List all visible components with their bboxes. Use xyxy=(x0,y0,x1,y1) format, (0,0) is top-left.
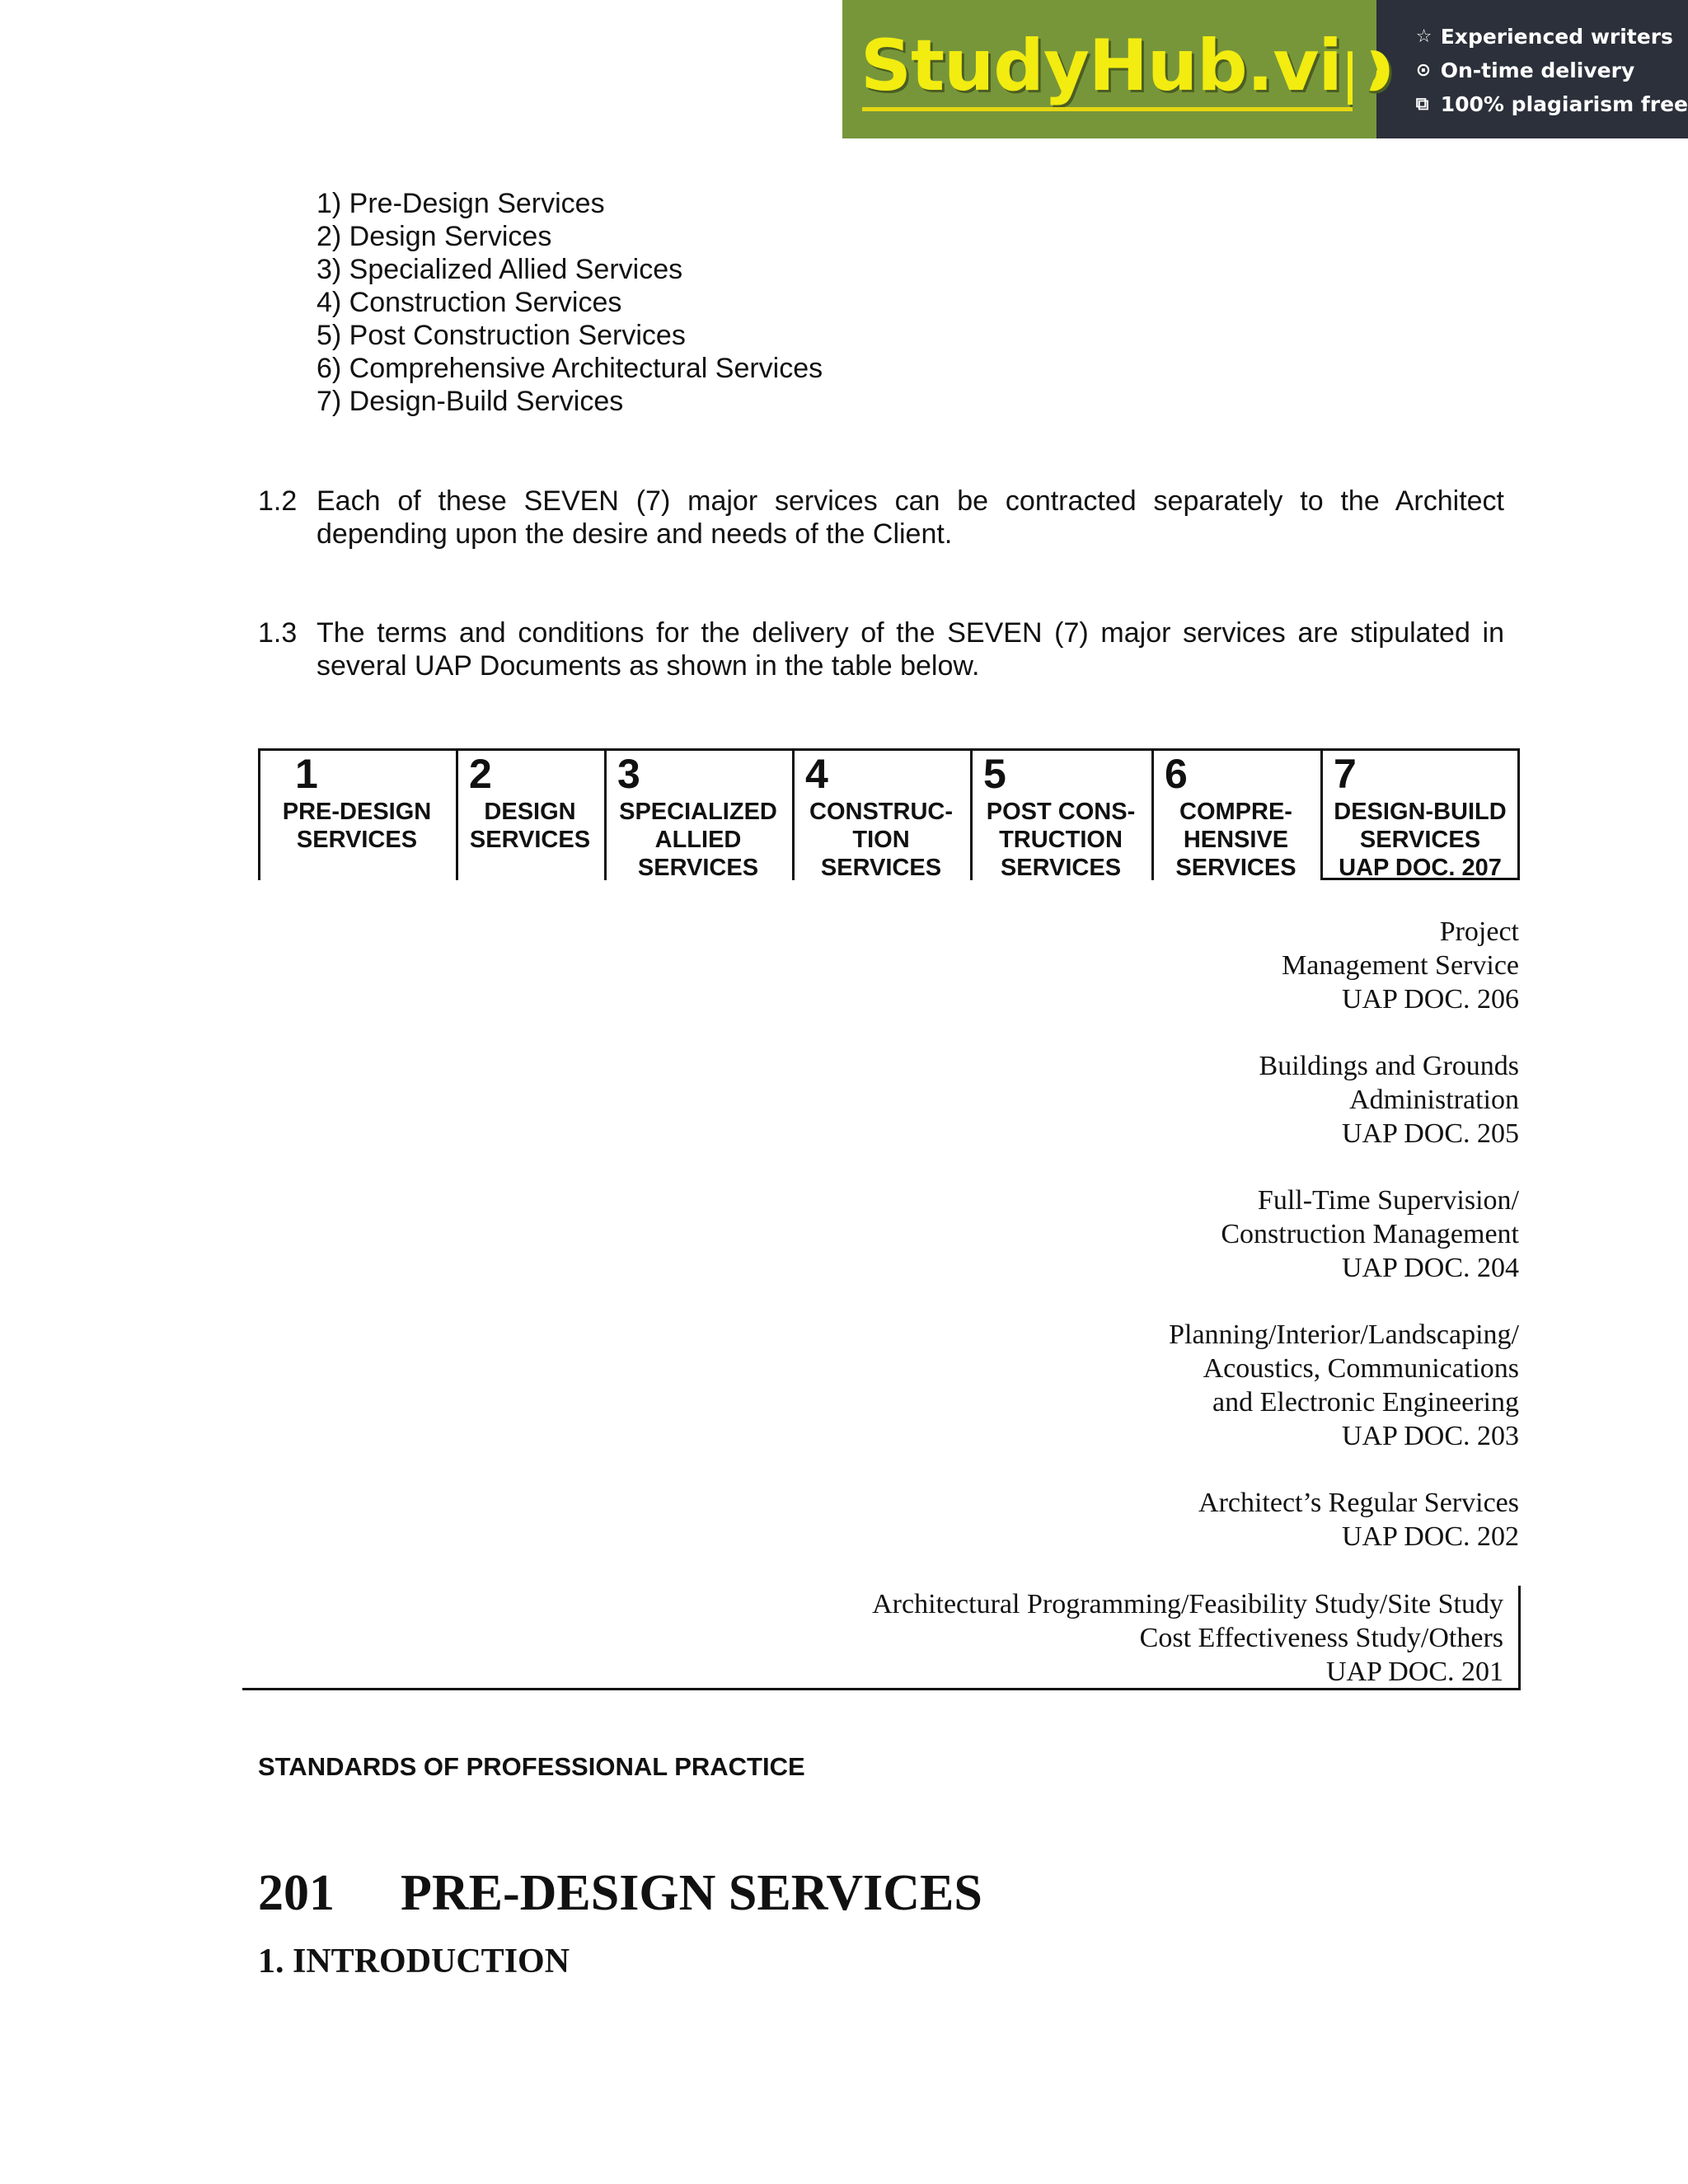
service-number: 1 xyxy=(295,751,318,797)
doc-line: Project xyxy=(1439,916,1519,947)
feature-plagiarism-free xyxy=(1416,87,1688,121)
service-label-line: DESIGN xyxy=(484,799,576,825)
studyhub-banner[interactable] xyxy=(842,0,1688,138)
paragraph-line: Each of these SEVEN (7) major services can be contracted separately to the Architect xyxy=(316,485,1504,517)
uap-doc-206 xyxy=(1282,915,1519,1016)
service-label-line: SPECIALIZED xyxy=(619,799,777,825)
service-label-line: SERVICES xyxy=(469,827,591,853)
service-label xyxy=(258,798,456,854)
doc-line: Buildings and Grounds xyxy=(1259,1051,1519,1081)
service-column-1 xyxy=(258,748,456,880)
uap-doc-203 xyxy=(1169,1318,1519,1453)
chapter-heading xyxy=(258,1864,982,1923)
service-label-line: DESIGN-BUILD xyxy=(1334,799,1507,825)
doc-line: UAP DOC. 201 xyxy=(1325,1657,1503,1687)
service-number: 7 xyxy=(1334,751,1357,797)
feature-label: Experienced writers xyxy=(1440,25,1673,49)
service-label-line: CONSTRUC- xyxy=(809,799,953,825)
service-label-line: POST CONS- xyxy=(986,799,1136,825)
bracket-vertical-line xyxy=(1518,1586,1521,1690)
chapter-title: PRE-DESIGN SERVICES xyxy=(401,1865,982,1921)
service-label-line: SERVICES xyxy=(296,827,418,853)
paragraph-line: several UAP Documents as shown in the table below. xyxy=(316,650,980,682)
doc-line: UAP DOC. 204 xyxy=(1341,1253,1519,1283)
service-column-7 xyxy=(1320,748,1520,880)
doc-line: UAP DOC. 206 xyxy=(1341,984,1519,1015)
section-heading: 1. INTRODUCTION xyxy=(258,1943,570,1980)
service-label-line: HENSIVE xyxy=(1183,827,1289,853)
service-label-line: TION xyxy=(852,827,910,853)
list-item: 4) Construction Services xyxy=(316,287,622,318)
service-label-line: PRE-DESIGN xyxy=(282,799,432,825)
running-head: STANDARDS OF PROFESSIONAL PRACTICE xyxy=(258,1752,805,1781)
service-number: 4 xyxy=(805,751,828,797)
service-label-line: COMPRE- xyxy=(1179,799,1292,825)
service-number: 6 xyxy=(1165,751,1188,797)
feature-label: 100% plagiarism free xyxy=(1440,92,1688,116)
doc-line: Management Service xyxy=(1282,950,1519,981)
service-column-2 xyxy=(456,748,604,880)
doc-line: UAP DOC. 202 xyxy=(1341,1521,1519,1552)
service-number: 2 xyxy=(469,751,492,797)
list-item: 3) Specialized Allied Services xyxy=(316,254,683,285)
list-item: 5) Post Construction Services xyxy=(316,320,686,351)
uap-doc-204 xyxy=(1221,1183,1519,1285)
doc-line: Construction Management xyxy=(1221,1219,1519,1249)
service-number: 5 xyxy=(983,751,1006,797)
service-column-5 xyxy=(970,748,1151,880)
doc-line: UAP DOC. 205 xyxy=(1341,1118,1519,1149)
star-icon: ☆ xyxy=(1415,26,1432,47)
copy-icon: ⧉ xyxy=(1415,94,1429,115)
paragraph-line: The terms and conditions for the delivery of the SEVEN (7) major services are stipulated in xyxy=(316,617,1504,649)
doc-line: Cost Effectiveness Study/Others xyxy=(1139,1623,1503,1653)
doc-line: Architect’s Regular Services xyxy=(1198,1488,1519,1518)
paragraph-number: 1.3 xyxy=(258,617,298,649)
service-label-line: SERVICES xyxy=(637,855,759,881)
service-label xyxy=(970,798,1151,882)
doc-line: Full-Time Supervision/ xyxy=(1257,1185,1519,1216)
service-label xyxy=(1151,798,1320,882)
service-label xyxy=(456,798,604,854)
service-number: 3 xyxy=(617,751,640,797)
list-item: 7) Design-Build Services xyxy=(316,386,624,417)
service-label xyxy=(1320,798,1520,882)
list-item: 1) Pre-Design Services xyxy=(316,188,605,219)
service-label-line: SERVICES xyxy=(1359,827,1481,853)
doc-line: and Electronic Engineering xyxy=(1212,1387,1519,1418)
uap-doc-205 xyxy=(1259,1049,1519,1151)
service-label-line: ALLIED xyxy=(654,827,742,853)
paragraph-line: depending upon the desire and needs of the Client. xyxy=(316,518,953,550)
studyhub-logo-text: StudyHub.vip xyxy=(860,25,1392,107)
service-label-line: SERVICES xyxy=(1175,855,1296,881)
banner-features xyxy=(1376,0,1688,138)
service-label xyxy=(792,798,970,882)
service-column-4 xyxy=(792,748,970,880)
clock-icon: ⊙ xyxy=(1415,60,1432,81)
studyhub-logo[interactable] xyxy=(842,0,1392,138)
doc-line: UAP DOC. 203 xyxy=(1341,1421,1519,1451)
doc-line: Architectural Programming/Feasibility Study/Site Study xyxy=(872,1589,1503,1619)
service-column-6 xyxy=(1151,748,1320,880)
service-column-3 xyxy=(604,748,792,880)
paragraph-number: 1.2 xyxy=(258,485,298,517)
services-table xyxy=(258,748,1520,880)
banner-arrow xyxy=(1353,0,1377,138)
feature-experienced-writers xyxy=(1416,20,1688,54)
list-item: 2) Design Services xyxy=(316,221,552,252)
logo-underline xyxy=(862,107,1357,111)
service-label-line: SERVICES xyxy=(1000,855,1122,881)
bracket-horizontal-line xyxy=(242,1688,1521,1690)
doc-line: Planning/Interior/Landscaping/ xyxy=(1169,1319,1519,1350)
service-label-line: UAP DOC. 207 xyxy=(1339,855,1502,881)
service-label xyxy=(604,798,792,882)
uap-doc-201 xyxy=(872,1587,1503,1689)
doc-line: Administration xyxy=(1349,1085,1519,1115)
feature-on-time-delivery xyxy=(1416,54,1688,87)
feature-label: On-time delivery xyxy=(1440,59,1635,82)
service-label-line: SERVICES xyxy=(820,855,942,881)
chapter-number: 201 xyxy=(258,1865,335,1921)
service-label-line: TRUCTION xyxy=(999,827,1123,853)
uap-doc-202 xyxy=(1198,1486,1519,1554)
list-item: 6) Comprehensive Architectural Services xyxy=(316,353,823,384)
doc-line: Acoustics, Communications xyxy=(1203,1353,1519,1384)
